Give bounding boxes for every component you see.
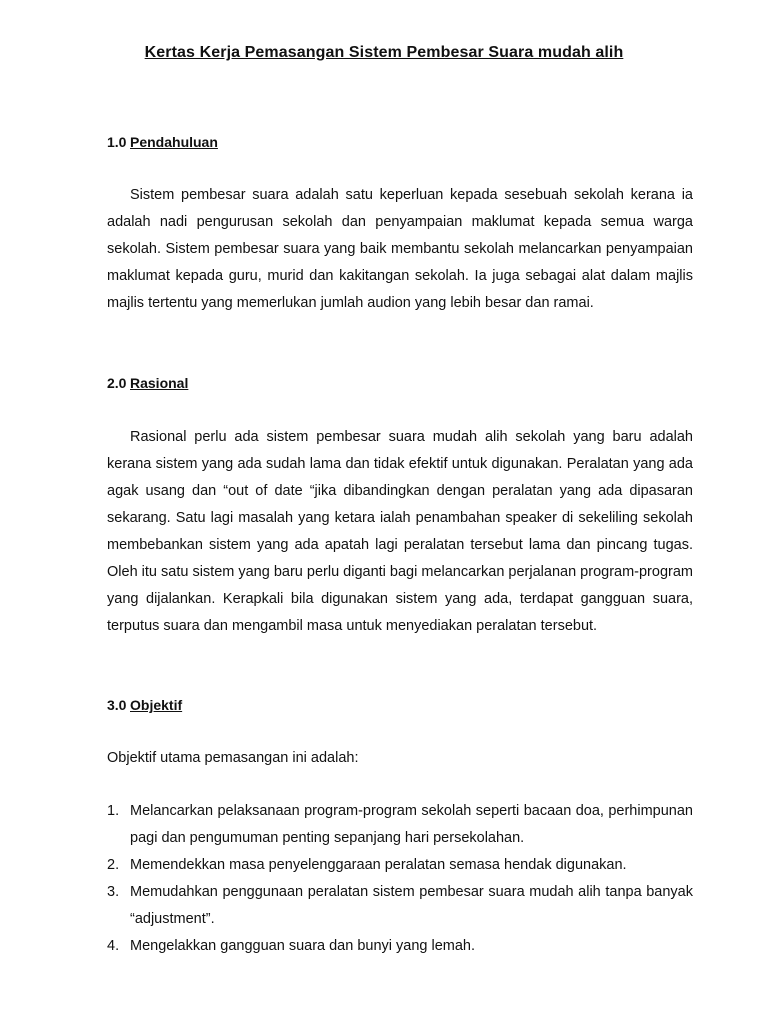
list-item [107,798,693,852]
list-item [107,933,693,960]
objektif-list [107,798,693,960]
section-title: Pendahuluan [130,134,218,150]
list-marker: 1. [107,803,120,819]
list-item-text: Mengelakkan gangguan suara dan bunyi yang lemah. [130,938,476,954]
section-heading-rasional [107,375,188,391]
list-item [107,879,693,933]
list-item-text: Memendekkan masa penyelenggaraan peralatan semasa hendak digunakan. [130,857,627,873]
objektif-intro: Objektif utama pemasangan ini adalah: [107,750,359,766]
section-paragraph-rasional: Rasional perlu ada sistem pembesar suara mudah alih sekolah yang baru adalah kerana sistem yang ada sudah lama dan tidak efektif untuk digunakan. Peralatan yang ada agak usang dan “out of date “jika dibandingkan dengan peralatan yang ada dipasaran sekarang. Satu lagi masalah yang ketara ialah penambahan speaker di sekeliling sekolah membebankan sistem yang ada apatah lagi peralatan tersebut lama dan pincang tugas. Oleh itu satu sistem yang baru perlu diganti bagi melancarkan perjalanan program-program yang dijalankan. Kerapkali bila digunakan sistem yang ada, terdapat gangguan suara, terputus suara dan mengambil masa untuk menyediakan peralatan tersebut. [107,429,693,634]
list-item-text: Melancarkan pelaksanaan program-program sekolah seperti bacaan doa, perhimpunan pagi dan pengumuman penting sepanjang hari persekolahan. [130,803,693,846]
section-number: 2.0 [107,375,127,391]
section-number: 3.0 [107,697,127,713]
list-marker: 2. [107,857,120,873]
section-heading-pendahuluan [107,134,218,150]
section-paragraph-pendahuluan: Sistem pembesar suara adalah satu keperluan kepada sesebuah sekolah kerana ia adalah nadi pengurusan sekolah dan penyampaian maklumat kepada semua warga sekolah. Sistem pembesar suara yang baik membantu sekolah melancarkan penyampaian maklumat kepada guru, murid dan kakitangan sekolah. Ia juga sebagai alat dalam majlis majlis tertentu yang memerlukan jumlah audion yang lebih besar dan ramai. [107,187,693,311]
section-number: 1.0 [107,134,127,150]
list-marker: 3. [107,884,120,900]
section-title: Objektif [130,697,183,713]
list-item-text: Memudahkan penggunaan peralatan sistem pembesar suara mudah alih tanpa banyak “adjustment”. [130,884,693,927]
section-title: Rasional [130,375,189,391]
section-heading-objektif [107,697,182,713]
document-title: Kertas Kerja Pemasangan Sistem Pembesar Suara mudah alih [144,44,624,61]
list-item [107,852,693,879]
list-marker: 4. [107,938,120,954]
